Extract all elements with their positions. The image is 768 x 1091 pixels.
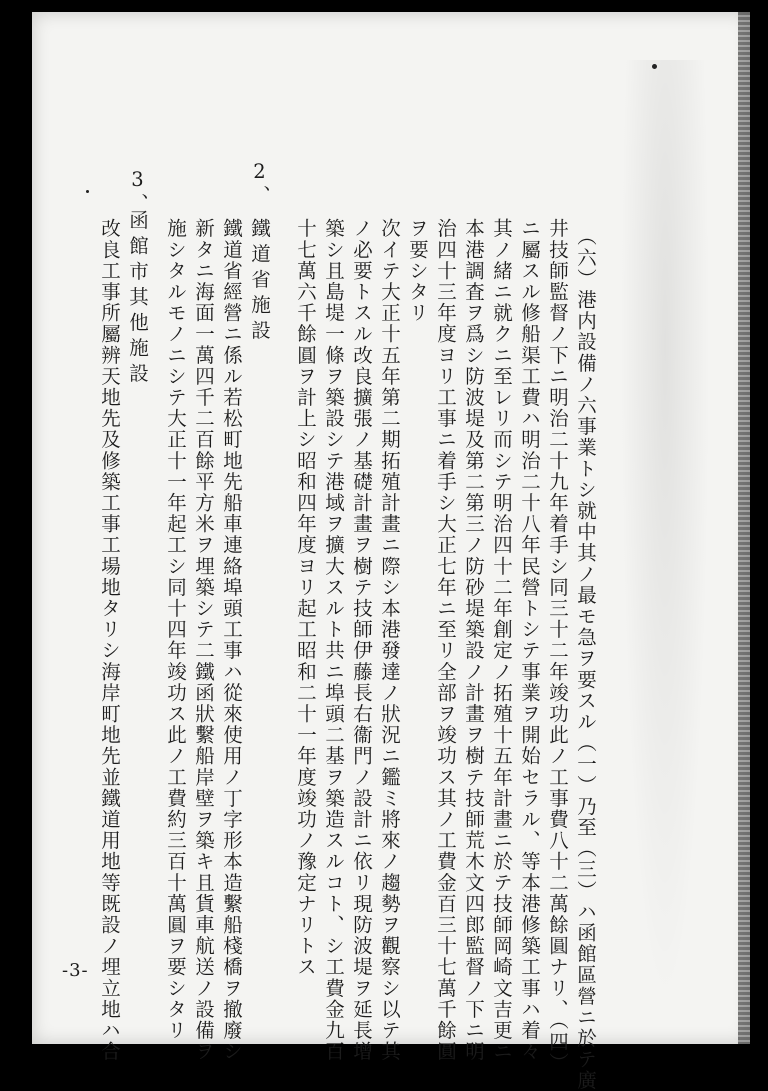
text-column: 新タニ海面一萬四千二百餘平方米ヲ埋築シテ二鐵函狀繫船岸壁ヲ築キ且貨車航送ノ設備ヲ — [192, 218, 215, 1062]
text-column: 井技師監督ノ下ニ明治二十九年着手シ同三十二年竣功此ノ工事費八十二萬餘圓ナリ、（四） — [546, 218, 569, 1074]
text-column: 其ノ緒ニ就クニ至レリ而シテ明治四十二年創定ノ拓殖十五年計畫ニ於テ技師岡崎文吉更ニ — [490, 218, 513, 1062]
ink-speck — [652, 64, 657, 69]
text-column: ノ必要トスル改良擴張ノ基礎計畫ヲ樹テ技師伊藤長右衞門ノ設計ニ依リ現防波堤ヲ延長增 — [350, 218, 373, 1062]
show-through-shadow — [620, 60, 710, 1010]
section-heading: 鐵道省施設 — [248, 218, 271, 346]
text-column: ニ屬スル修船渠工費ハ明治二十八年民營トシテ事業ヲ開始セラル、等本港修築工事ハ着々 — [518, 218, 541, 1062]
text-column: 本港調査ヲ爲シ防波堤及第二第三ノ防砂堤築設ノ計畫ヲ樹テ技師荒木文四郎監督ノ下ニ明 — [462, 218, 485, 1062]
ink-speck — [86, 190, 89, 193]
text-column: 次イテ大正十五年第二期拓殖計畫ニ際シ本港發達ノ狀況ニ鑑ミ將來ノ趨勢ヲ觀察シ以テ其 — [378, 218, 401, 1062]
section-heading: 函館市其他施設 — [126, 210, 149, 389]
section-number: 3、 — [126, 168, 149, 214]
page-edge-binding — [738, 12, 750, 1044]
text-column: 治四十三年度ヨリ工事ニ着手シ大正七年ニ至リ全部ヲ竣功ス其ノ工費金百三十七萬千餘圓 — [434, 218, 457, 1062]
text-column: 改良工事所屬辨天地先及修築工事工場地タリシ海岸町地先並鐵道用地等既設ノ埋立地ハ合 — [98, 218, 121, 1062]
text-column: （六）港内設備ノ六事業トシ就中其ノ最モ急ヲ要スル（一）乃至（三）ハ函館區營ニ於テ廣 — [574, 226, 597, 1091]
text-column: 十七萬六千餘圓ヲ計上シ昭和四年度ヨリ起工昭和二十一年度竣功ノ豫定ナリトス — [294, 218, 317, 978]
section-number: 2、 — [248, 160, 271, 206]
text-column: ヲ要シタリ — [406, 218, 429, 324]
page-number: -3- — [62, 960, 89, 981]
text-column: 施シタルモノニシテ大正十一年起工シ同十四年竣功ス此ノ工費約三百十萬圓ヲ要シタリ — [164, 218, 187, 1041]
text-column: 鐵道省經營ニ係ル若松町地先船車連絡埠頭工事ハ從來使用ノ丁字形本造繫船棧橋ヲ撤廢シ — [220, 218, 243, 1062]
text-column: 築シ且島堤一條ヲ築設シテ港域ヲ擴大スルト共ニ埠頭二基ヲ築造スルコト、シ工費金九百 — [322, 218, 345, 1062]
